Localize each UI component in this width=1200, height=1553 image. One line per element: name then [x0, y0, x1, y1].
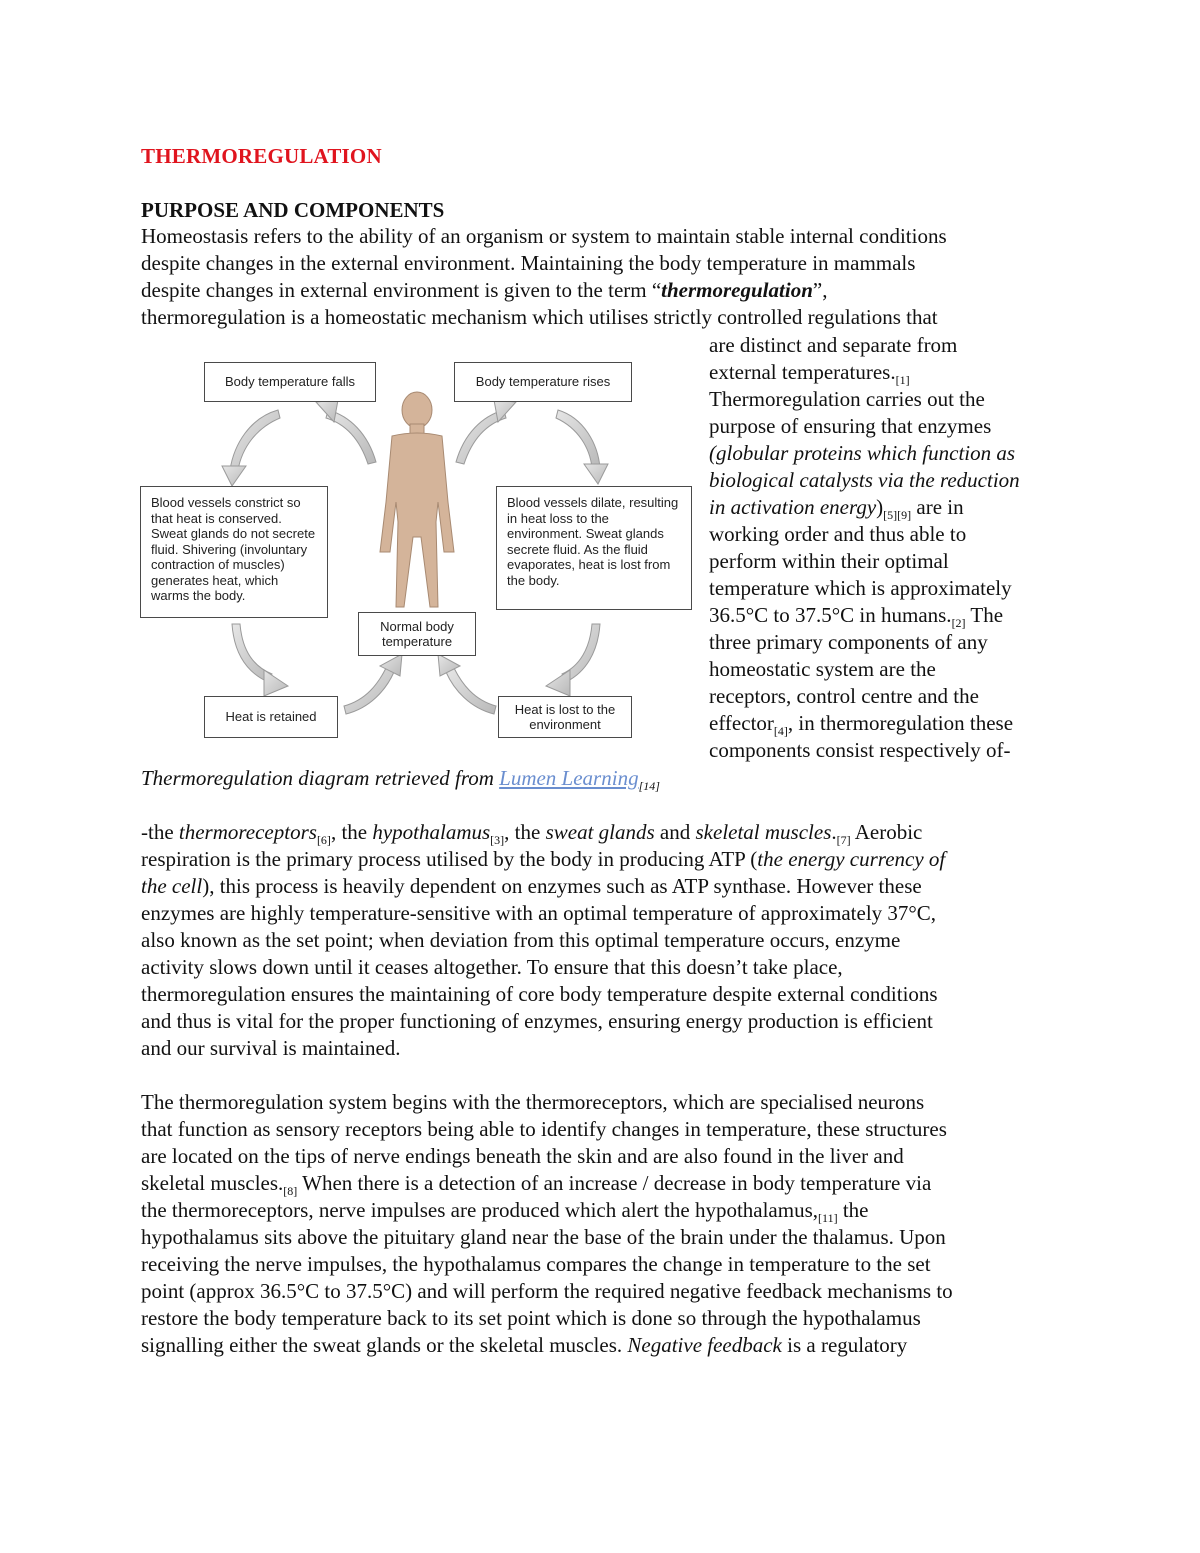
intro-line-1: Homeostasis refers to the ability of an organism or system to maintain stable internal conditions — [141, 224, 947, 248]
para2-line: the cell), this process is heavily dependent on enzymes such as ATP synthase. However these — [141, 874, 922, 898]
box-normal-body-temperature: Normal body temperature — [358, 612, 476, 656]
citation: [14] — [638, 779, 660, 793]
right-line: receptors, control centre and the — [709, 684, 979, 708]
right-line: 36.5°C to 37.5°C in $humans._{[2]}$ The — [709, 603, 1004, 630]
right-line: working order and thus able to — [709, 522, 967, 546]
para3-line: that function as sensory receptors being able to identify changes in temperature, these structures — [141, 1117, 947, 1141]
right-line: are distinct and separate from — [709, 333, 958, 357]
box-heat-lost: Heat is lost to the environment — [498, 696, 632, 738]
arrow-icon — [222, 410, 280, 486]
para2-line: respiration is the primary process utilised by the body in producing ATP (the energy currency of — [141, 847, 946, 871]
arrow-icon — [556, 410, 608, 484]
page-title: THERMOREGULATION — [141, 144, 382, 168]
right-line: (globular proteins which function as — [709, 441, 1016, 465]
right-line: temperature which is approximately — [709, 576, 1012, 600]
para2-line: -the thermoreceptors$_{[6]}$, the hypothalamus$_{[3]}$, the sweat glands and skeletal $muscles._{[7]}$ Aerobic — [141, 820, 923, 847]
para3-line: restore the body temperature back to its set point which is done so through the hypothalamus — [141, 1306, 921, 1330]
para2-line: and our survival is maintained. — [141, 1036, 401, 1060]
intro-line-4: thermoregulation is a homeostatic mechanism which utilises strictly controlled regulations that — [141, 305, 938, 329]
thermoregulation-diagram — [138, 352, 693, 744]
para2-line: also known as the set point; when deviation from this optimal temperature occurs, enzyme — [141, 928, 901, 952]
right-line: perform within their optimal — [709, 549, 949, 573]
para3-line: receiving the nerve impulses, the hypothalamus compares the change in temperature to the set — [141, 1252, 931, 1276]
citation: [5][9] — [883, 508, 912, 522]
right-line: in activation $energy)_{[5][9]}$ are in — [709, 495, 964, 522]
lumen-learning-link[interactable]: Lumen Learning — [499, 766, 639, 790]
para3-line: signalling either the sweat glands or the skeletal muscles. Negative feedback is a regulatory — [141, 1333, 908, 1357]
arrow-icon — [546, 624, 600, 696]
citation: [1] — [895, 373, 910, 387]
box-body-temperature-rises: Body temperature rises — [454, 362, 632, 402]
box-heat-retained: Heat is retained — [204, 696, 338, 738]
term-thermoregulation: thermoregulation — [661, 278, 813, 302]
para2-line: thermoregulation ensures the maintaining of core body temperature despite external conditions — [141, 982, 938, 1006]
right-line: external $temperatures._{[1]}$ — [709, 360, 910, 387]
arrow-icon — [316, 400, 376, 464]
right-line: Thermoregulation carries out the — [709, 387, 985, 411]
citation: [4] — [773, 724, 788, 738]
arrow-icon — [232, 624, 288, 696]
right-line: biological catalysts via the reduction — [709, 468, 1020, 492]
para3-line: skeletal $muscles._{[8]}$ When there is a detection of an increase / decrease in body temperature via — [141, 1171, 932, 1198]
intro-line-3: despite changes in external environment is given to the term “thermoregulation”, — [141, 278, 828, 302]
para3-line: the thermoreceptors, nerve impulses are produced which alert the $hypothalamus,_{[11]}$ the — [141, 1198, 869, 1225]
para2-line: enzymes are highly temperature-sensitive with an optimal temperature of approximately 37°C, — [141, 901, 937, 925]
para2-line: activity slows down until it ceases altogether. To ensure that this doesn’t take place, — [141, 955, 843, 979]
box-body-temperature-falls: Body temperature falls — [204, 362, 376, 402]
right-line: effector$_{[4]}$, in thermoregulation these — [709, 711, 1014, 738]
right-line: purpose of ensuring that enzymes — [709, 414, 992, 438]
para3-line: The thermoregulation system begins with the thermoreceptors, which are specialised neurons — [141, 1090, 925, 1114]
right-line: components consist respectively of- — [709, 738, 1011, 762]
arrow-icon — [456, 400, 516, 464]
right-line: three primary components of any — [709, 630, 988, 654]
human-body-icon — [380, 392, 454, 607]
citation: [2] — [951, 616, 966, 630]
arrow-icon — [344, 654, 402, 714]
section-heading: PURPOSE AND COMPONENTS — [141, 198, 445, 222]
para3-line: point (approx 36.5°C to 37.5°C) and will perform the required negative feedback mechanisms to — [141, 1279, 953, 1303]
intro-line-2: despite changes in the external environment. Maintaining the body temperature in mammals — [141, 251, 916, 275]
para3-line: are located on the tips of nerve endings beneath the skin and are also found in the liver and — [141, 1144, 904, 1168]
para2-line: and thus is vital for the proper functioning of enzymes, ensuring energy production is efficient — [141, 1009, 933, 1033]
box-vessels-constrict: Blood vessels constrict so that heat is conserved. Sweat glands do not secrete fluid. Shivering (involuntary contraction of muscles) generates heat, which warms the body. — [140, 486, 328, 618]
right-line: homeostatic system are the — [709, 657, 936, 681]
box-vessels-dilate: Blood vessels dilate, resulting in heat loss to the environment. Sweat glands secrete fluid. As the fluid evaporates, heat is lost from the body. — [496, 486, 692, 610]
figure-caption: Thermoregulation diagram retrieved from Lumen Learning$_{[14]}$ — [141, 766, 660, 793]
para3-line: hypothalamus sits above the pituitary gland near the base of the brain under the thalamus. Upon — [141, 1225, 946, 1249]
arrow-icon — [438, 654, 496, 714]
